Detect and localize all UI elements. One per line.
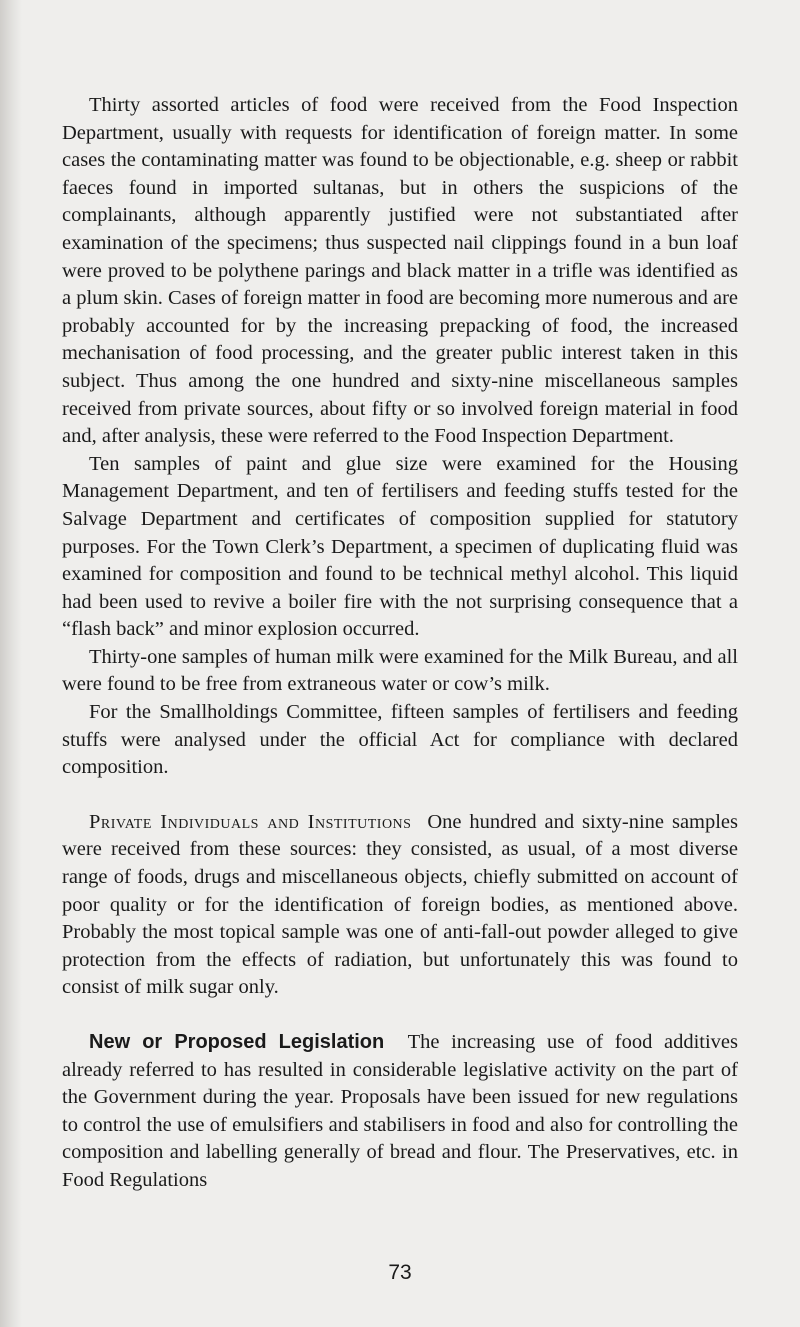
paragraph-legislation-body: The increasing use of food additives already referred to has resulted in considerable legislative activity on the part of the Government during the year. Proposals have been issued for new regulations to control the use of emulsifiers and stabilisers in food and also for controlling the composition and labelling generally of bread and flour. The Preservatives, etc. in Food Regulations xyxy=(62,1031,738,1191)
page-number: 73 xyxy=(388,1261,412,1284)
section-heading-private-individuals: Private Individuals and Institutions xyxy=(89,810,412,833)
paragraph-private-individuals xyxy=(62,809,738,1002)
section-heading-legislation: New or Proposed Legislation xyxy=(89,1031,385,1053)
paragraph-food-inspection: Thirty assorted articles of food were received from the Food Inspection Department, usually with requests for identification of foreign matter. In some cases the contaminating matter was found to be objectionable, e.g. sheep or rabbit faeces found in imported sultanas, but in others the suspicions of the complainants, although apparently justified were not substantiated after examination of the specimens; thus suspected nail clippings found in a bun loaf were proved to be polythene parings and black matter in a trifle was identified as a plum skin. Cases of foreign matter in food are becoming more numerous and are probably accounted for by the increasing prepacking of food, the increased mechanisation of food processing, and the greater public interest taken in this subject. Thus among the one hundred and sixty-nine miscellaneous samples received from private sources, about fifty or so involved foreign material in food and, after analysis, these were referred to the Food Inspection Department. xyxy=(62,94,738,448)
book-spine-shadow xyxy=(0,0,22,1327)
paragraph-legislation xyxy=(62,1029,738,1195)
document-page xyxy=(62,92,738,1195)
section-gap xyxy=(62,1002,738,1029)
paragraph-smallholdings: For the Smallholdings Committee, fifteen samples of fertilisers and feeding stuffs were analysed under the official Act for compliance with declared composition. xyxy=(62,701,738,779)
paragraph-private-individuals-body: One hundred and sixty-nine samples were received from these sources: they consisted, as usual, of a most diverse range of foods, drugs and miscellaneous objects, chiefly submitted on account of poor quality or for the identification of foreign bodies, as mentioned above. Probably the most topical sample was one of anti-fall-out powder alleged to give protection from the effects of radiation, but unfortunately this was found to consist of milk sugar only. xyxy=(62,810,739,999)
section-gap xyxy=(62,782,738,809)
paragraph-housing-salvage: Ten samples of paint and glue size were examined for the Housing Management Department, and ten of fertilisers and feeding stuffs tested for the Salvage Department and certificates of composition supplied for statutory purposes. For the Town Clerk’s Department, a specimen of duplicating fluid was examined for composition and found to be technical methyl alcohol. This liquid had been used to revive a boiler fire with the not surprising consequence that a “flash back” and minor explosion occurred. xyxy=(62,452,738,641)
paragraph-milk-bureau: Thirty-one samples of human milk were examined for the Milk Bureau, and all were found to be free from extraneous water or cow’s milk. xyxy=(62,645,738,696)
